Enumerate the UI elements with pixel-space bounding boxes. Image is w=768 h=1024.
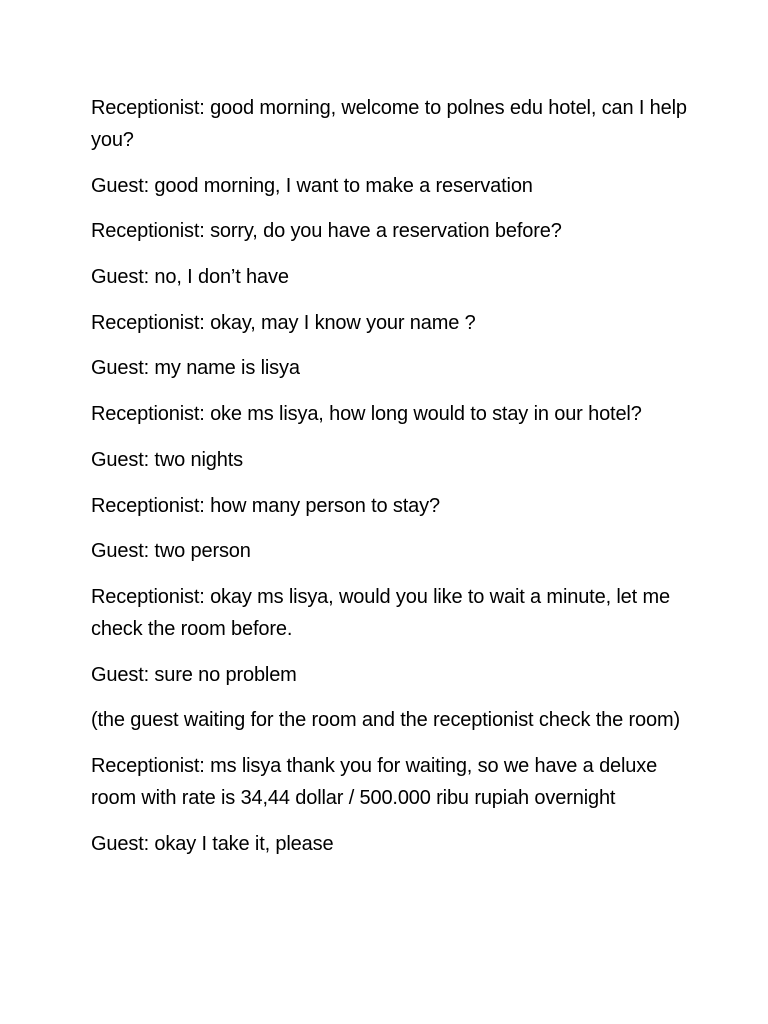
dialogue-line: Guest: sure no problem xyxy=(91,663,297,686)
dialogue-line: Receptionist: ms lisya thank you for waiting, so we have a deluxe room with rate is 34,44 dollar / 500.000 ribu rupiah overnight xyxy=(91,754,658,809)
dialogue-line: Receptionist: okay ms lisya, would you like to wait a minute, let me check the room before. xyxy=(91,585,670,640)
dialogue-line: Guest: two nights xyxy=(91,448,243,471)
dialogue-text xyxy=(91,92,691,873)
dialogue-line: Receptionist: sorry, do you have a reservation before? xyxy=(91,220,562,243)
dialogue-line: Guest: my name is lisya xyxy=(91,357,300,380)
dialogue-line: Guest: good morning, I want to make a reservation xyxy=(91,174,533,197)
dialogue-line: Receptionist: how many person to stay? xyxy=(91,494,440,517)
dialogue-line: Receptionist: okay, may I know your name ? xyxy=(91,311,476,334)
dialogue-line: Guest: two person xyxy=(91,540,251,563)
dialogue-line: Guest: no, I don’t have xyxy=(91,266,289,289)
dialogue-line: Guest: okay I take it, please xyxy=(91,832,334,855)
dialogue-line: (the guest waiting for the room and the receptionist check the room) xyxy=(91,709,680,732)
dialogue-line: Receptionist: oke ms lisya, how long would to stay in our hotel? xyxy=(91,403,642,426)
dialogue-line: Receptionist: good morning, welcome to polnes edu hotel, can I help you? xyxy=(91,97,687,151)
